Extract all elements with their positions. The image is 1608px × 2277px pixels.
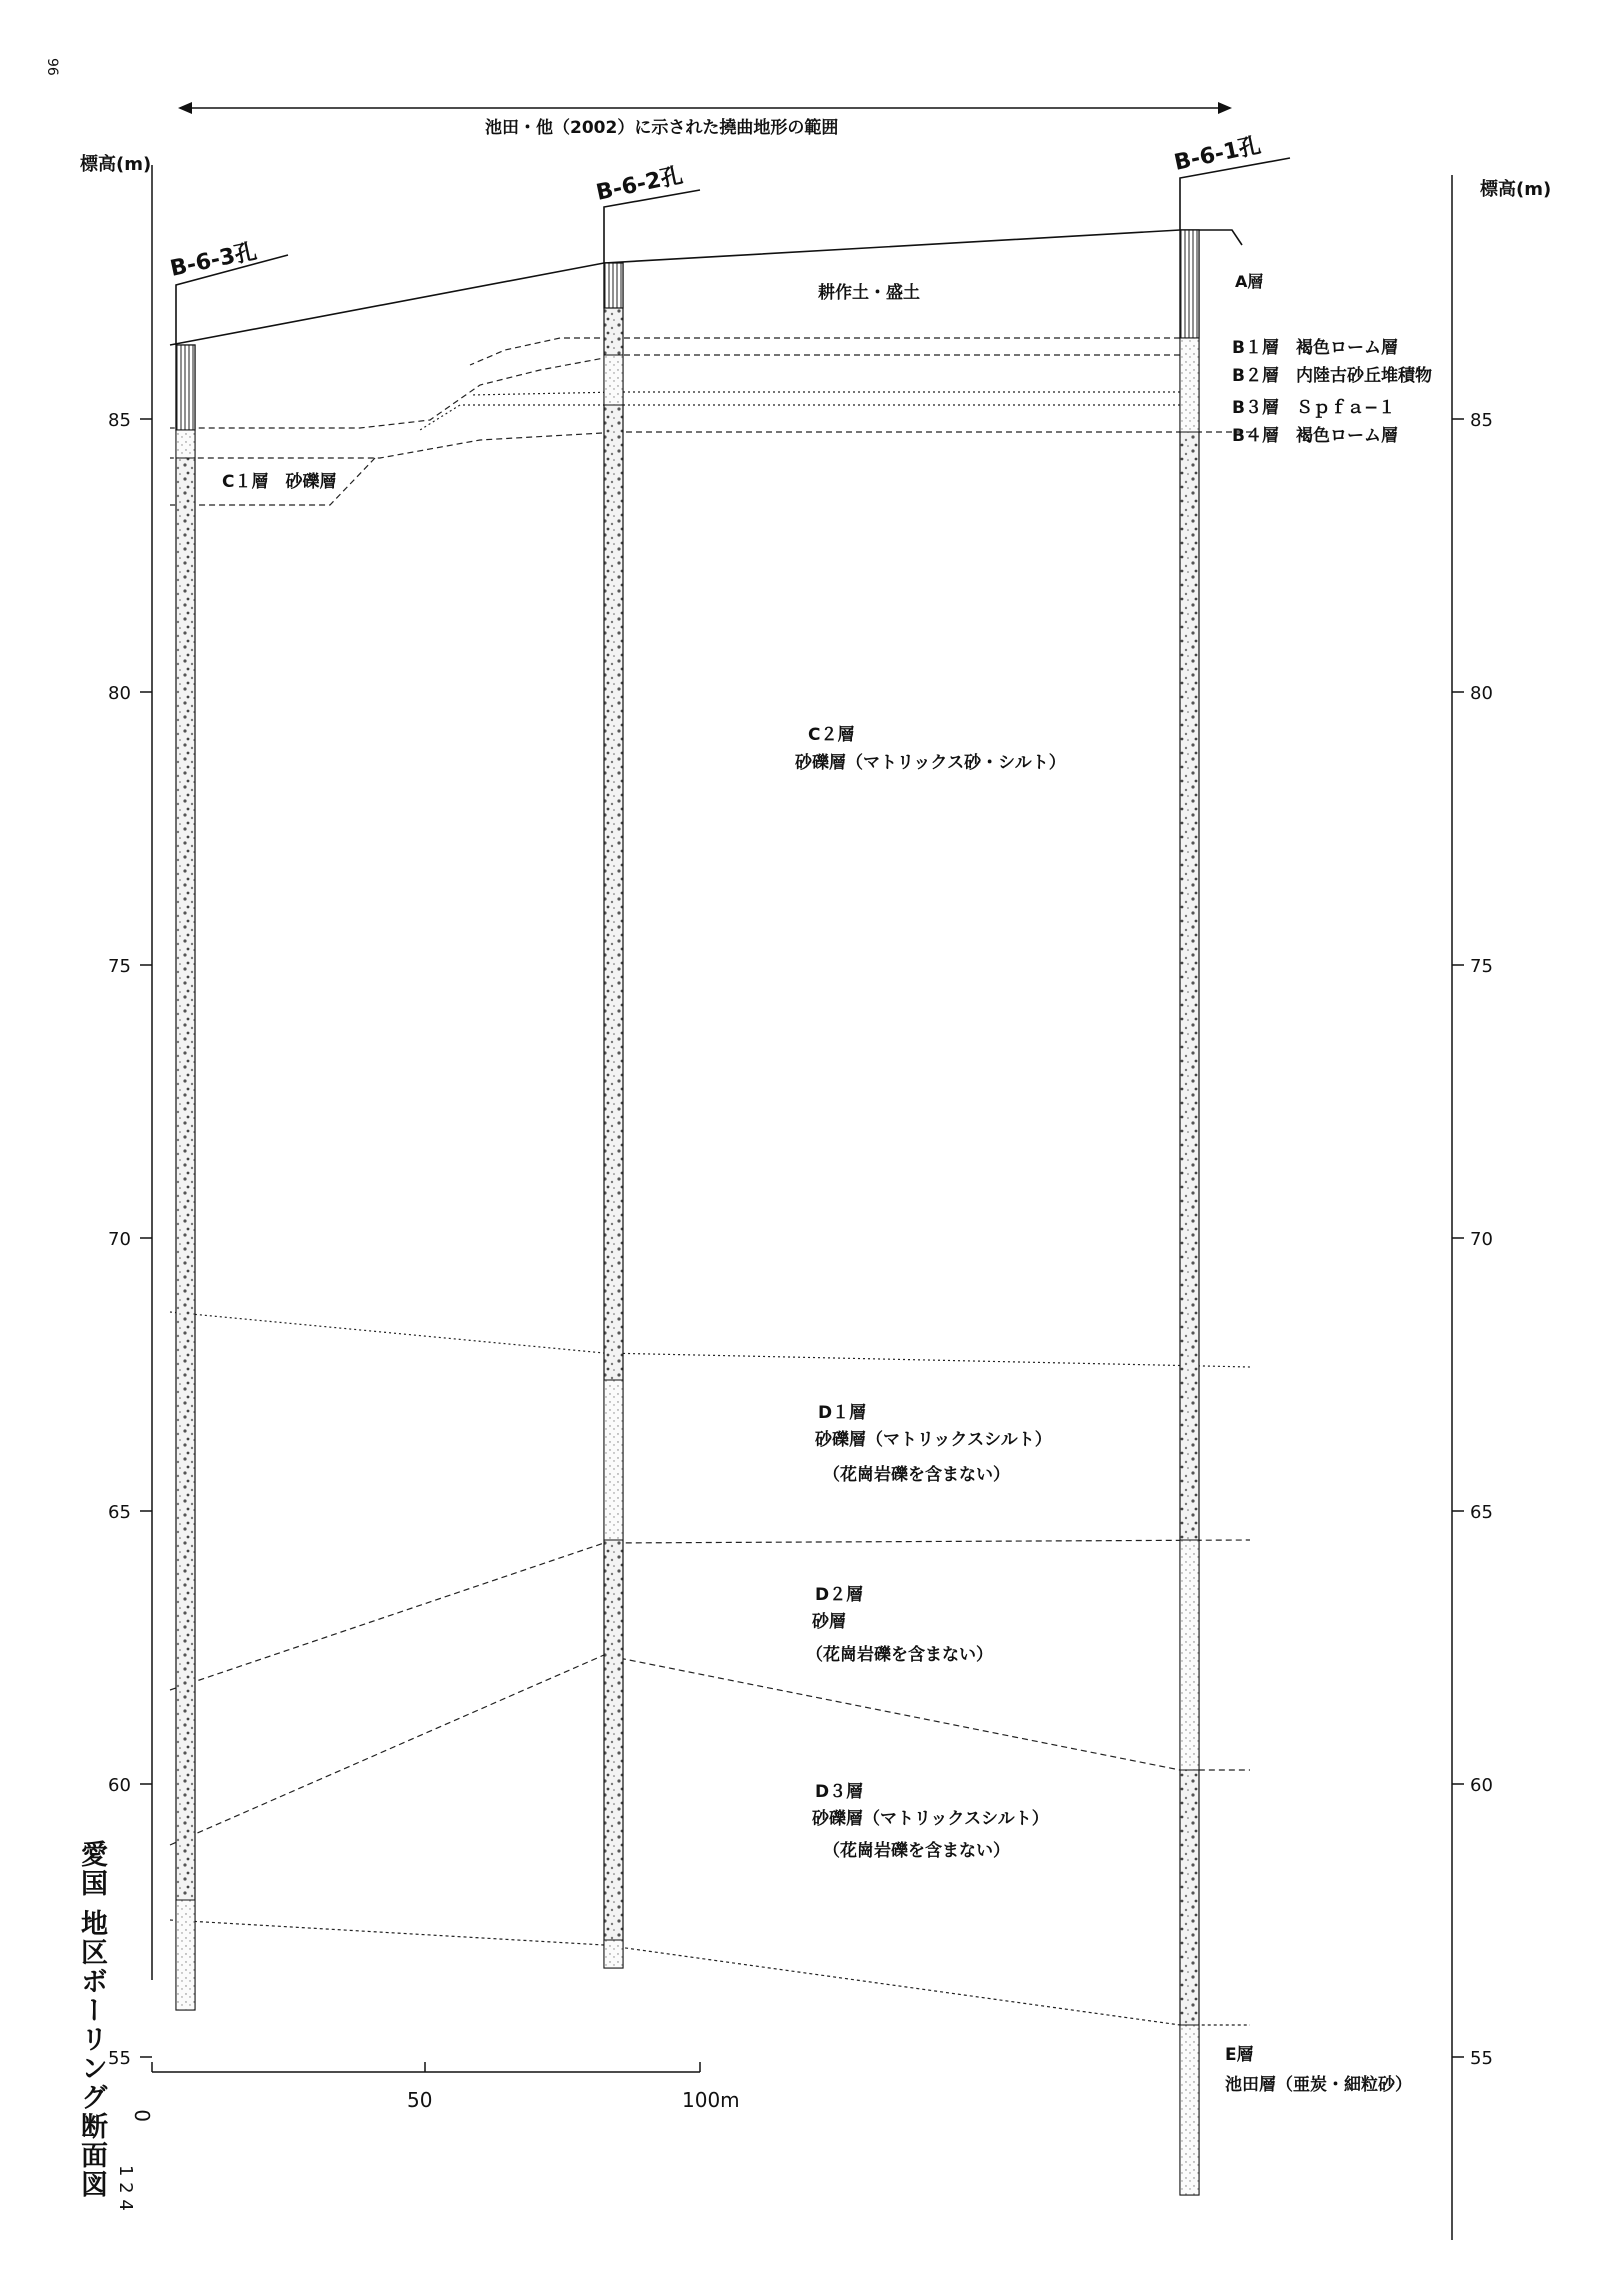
boundary-b3b (420, 405, 1180, 430)
left-elevation-ticks (108, 410, 152, 2069)
distance-tick-label: 100m (682, 2088, 740, 2112)
left-tick-label: 65 (108, 1502, 131, 1523)
left-tick-label: 60 (108, 1775, 131, 1796)
label-d2-desc: 砂層 (812, 1612, 846, 1632)
borehole-b-6-1-label: B-6-1孔 (1172, 133, 1263, 176)
borehole-b-6-2 (604, 190, 700, 1968)
right-tick-label: 85 (1470, 410, 1493, 431)
right-axis-label: 標高(m) (1480, 179, 1552, 200)
label-e-desc: 池田層（亜炭・細粒砂） (1225, 2075, 1412, 2095)
right-elevation-ticks (1452, 410, 1493, 2069)
flexure-range-note: 池田・他（2002）に示された撓曲地形の範囲 (485, 118, 839, 138)
left-tick-label: 75 (108, 956, 131, 977)
label-d2-note: （花崗岩礫を含まない） (806, 1645, 993, 1665)
boundary-b1 (470, 338, 1180, 365)
right-tick-label: 65 (1470, 1502, 1493, 1523)
label-d3-name: D３層 (815, 1782, 864, 1802)
left-tick-label: 55 (108, 2048, 131, 2069)
label-d1-note: （花崗岩礫を含まない） (823, 1465, 1010, 1485)
flexure-range-arrow (178, 102, 1232, 114)
distance-tick-label: 50 (407, 2088, 433, 2112)
right-tick-label: 70 (1470, 1229, 1493, 1250)
margin-mark-top: 96 (44, 58, 60, 76)
left-tick-label: 85 (108, 410, 131, 431)
borehole-b-6-3 (176, 255, 288, 2010)
borehole-b-6-3-label: B-6-3孔 (168, 239, 259, 282)
borehole-b-6-1 (1180, 158, 1290, 2195)
label-b3-layer: B３層 Ｓｐｆａ−１ (1232, 398, 1396, 418)
label-c1-layer: C１層 砂礫層 (222, 472, 337, 492)
label-d1-desc: 砂礫層（マトリックスシルト） (815, 1430, 1052, 1450)
margin-mark-bottom: 1 2 4 (115, 2165, 136, 2211)
label-b4-layer: B４層 褐色ローム層 (1232, 426, 1398, 446)
boundary-d1-d2 (170, 1540, 1250, 1690)
right-tick-label: 55 (1470, 2048, 1493, 2069)
label-d3-note: （花崗岩礫を含まない） (823, 1841, 1010, 1861)
label-b2-layer: B２層 内陸古砂丘堆積物 (1232, 366, 1432, 386)
distance-scale-ticks (131, 2062, 740, 2122)
boundary-d3-e (170, 1920, 1250, 2025)
boundary-b4 (170, 432, 1252, 458)
label-c2-name: C２層 (808, 725, 855, 745)
right-tick-label: 75 (1470, 956, 1493, 977)
right-tick-label: 80 (1470, 683, 1493, 704)
boundary-b3 (470, 392, 1180, 395)
label-c2-desc: 砂礫層（マトリックス砂・シルト） (795, 753, 1066, 773)
right-tick-label: 60 (1470, 1775, 1493, 1796)
boundary-d2-d3 (170, 1655, 1250, 1845)
label-surface-soil: 耕作土・盛土 (818, 283, 920, 303)
left-axis-label: 標高(m) (80, 154, 152, 175)
ground-surface-line (170, 230, 1242, 345)
label-d2-name: D２層 (815, 1585, 864, 1605)
drawing-title: 愛国 地区ボーリング断面図 (76, 1840, 107, 2200)
layer-boundaries (170, 338, 1252, 2025)
boundary-c2-d1 (170, 1312, 1250, 1367)
label-e-name: E層 (1225, 2045, 1254, 2065)
distance-tick-label: 0 (131, 2109, 155, 2122)
borehole-b-6-2-label: B-6-2孔 (594, 163, 685, 206)
left-tick-label: 80 (108, 683, 131, 704)
label-b1-layer: B１層 褐色ローム層 (1232, 338, 1398, 358)
label-a-layer: A層 (1235, 272, 1264, 291)
left-tick-label: 70 (108, 1229, 131, 1250)
label-d1-name: D１層 (818, 1403, 867, 1423)
label-d3-desc: 砂礫層（マトリックスシルト） (812, 1809, 1049, 1829)
